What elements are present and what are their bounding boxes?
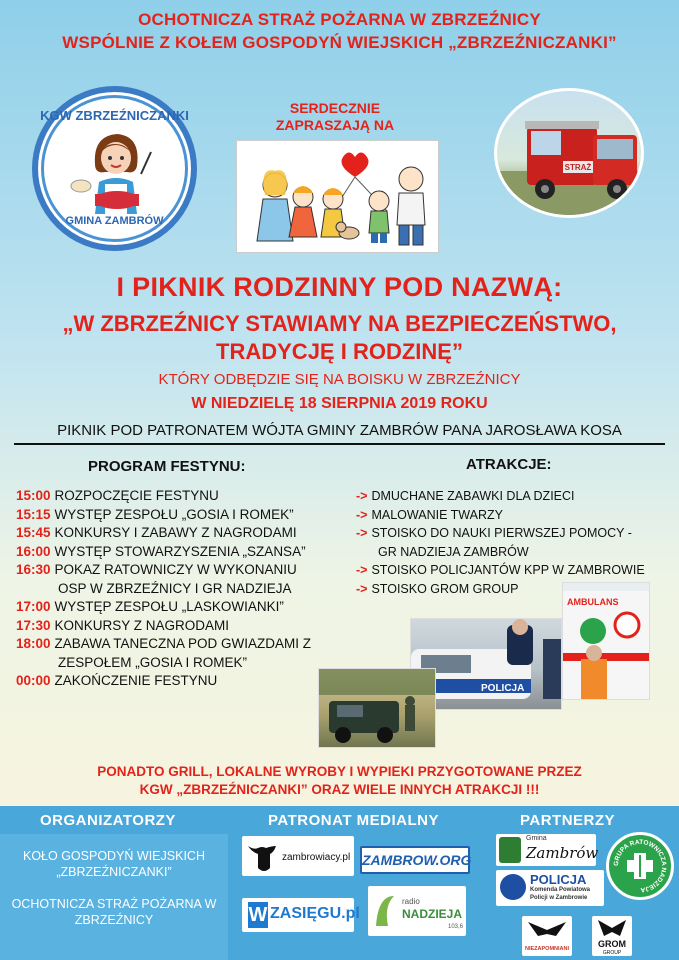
event-motto <box>0 310 679 366</box>
event-motto-line-2: TRADYCJĘ I RODZINĘ” <box>216 339 463 364</box>
rescue-cross-icon <box>609 835 671 897</box>
radio-nadzieja-logo <box>368 886 466 936</box>
grom-photo <box>318 668 436 748</box>
program-time: 15:00 <box>16 488 51 503</box>
program-item <box>16 487 336 506</box>
extra-info-line-2: KGW „ZBRZEŹNICZANKI” ORAZ WIELE INNYCH ATRAKCJI !!! <box>139 782 540 797</box>
gmina-crest-icon <box>499 837 521 863</box>
attraction-text: STOISKO GROM GROUP <box>371 581 519 596</box>
program-item <box>16 506 336 525</box>
program-time: 15:45 <box>16 525 51 540</box>
media-heading: PATRONAT MEDIALNY <box>268 812 439 829</box>
program-item <box>16 543 336 562</box>
bull-head-icon <box>242 836 354 876</box>
invite-line-1: SERDECZNIE <box>289 100 381 116</box>
heading-line-2: WSPÓLNIE Z KOŁEM GOSPODYŃ WIEJSKICH „ZBRZEŹNICZANKI” <box>62 33 617 52</box>
family-drawing <box>237 141 440 254</box>
grom-eagle-icon <box>592 916 632 956</box>
program-text: ROZPOCZĘCIE FESTYNU <box>54 488 219 503</box>
gmina-name-text: Zambrów <box>526 844 599 862</box>
program-time: 17:00 <box>16 599 51 614</box>
organizer-kgw-line-1: KOŁO GOSPODYŃ WIEJSKICH <box>23 849 205 863</box>
ambulance-photo <box>562 582 650 700</box>
program-text-continued: OSP W ZBRZEŹNICY I GR NADZIEJA <box>58 580 292 596</box>
event-title: I PIKNIK RODZINNY POD NAZWĄ: <box>116 272 563 302</box>
radio-name-text: NADZIEJA <box>402 907 463 921</box>
radio-small-text: radio <box>402 897 420 906</box>
program-item <box>16 561 336 580</box>
partners-heading: PARTNERZY <box>520 812 616 829</box>
sponsors-footer <box>0 806 679 960</box>
cook-woman-illustration <box>65 124 165 214</box>
organizer-heading <box>0 8 679 54</box>
organizer-osp-line-1: OCHOTNICZA STRAŻ POŻARNA W <box>11 897 217 911</box>
attraction-text: MALOWANIE TWARZY <box>371 507 503 522</box>
radio-wave-icon <box>368 886 466 936</box>
fire-truck-drawing <box>497 91 644 218</box>
program-item <box>16 635 336 654</box>
zambrow-org-text: ZAMBROW.ORG <box>362 852 472 868</box>
police-star-icon <box>500 874 526 900</box>
program-heading: PROGRAM FESTYNU: <box>88 458 246 475</box>
wzasiegu-logo <box>242 898 360 932</box>
event-location: KTÓRY ODBĘDZIE SIĘ NA BOISKU W ZBRZEŹNICY <box>158 371 521 388</box>
policja-logo <box>496 870 604 906</box>
program-item <box>16 524 336 543</box>
radio-frequency-text: 103,6 <box>448 924 464 930</box>
program-text: WYSTĘP ZESPOŁU „GOSIA I ROMEK” <box>54 506 294 522</box>
attraction-item <box>356 487 666 506</box>
organizers-box <box>0 834 228 960</box>
organizers-heading: ORGANIZATORZY <box>40 812 176 829</box>
extra-info-line-1: PONADTO GRILL, LOKALNE WYROBY I WYPIEKI PRZYGOTOWANE PRZEZ <box>97 764 582 779</box>
program-text: POKAZ RATOWNICZY W WYKONANIU <box>54 562 297 577</box>
program-time: 17:30 <box>16 617 51 633</box>
grom-sub-text: GROUP <box>602 950 622 956</box>
invite-text <box>260 100 410 134</box>
attraction-text-continued: GR NADZIEJA ZAMBRÓW <box>378 544 529 559</box>
truck-label: STRAŻ <box>564 163 592 172</box>
program-time: 16:30 <box>16 562 51 577</box>
grom-text: GROM <box>598 939 626 949</box>
wzasiegu-w: W <box>248 904 268 926</box>
program-time: 18:00 <box>16 636 51 651</box>
attraction-item <box>356 524 666 543</box>
extra-info <box>0 763 679 799</box>
wzasiegu-text: ZASIĘGU.pl <box>270 905 360 922</box>
kgw-logo-bottom-text: GMINA ZAMBRÓW <box>65 215 164 227</box>
event-date: W NIEDZIELĘ 18 SIERPNIA 2019 ROKU <box>191 395 488 412</box>
police-car-label: POLICJA <box>481 683 525 694</box>
program-item <box>16 598 336 617</box>
program-text: WYSTĘP STOWARZYSZENIA „SZANSA” <box>54 543 306 559</box>
program-text: KONKURSY I ZABAWY Z NAGRODAMI <box>54 525 297 540</box>
attractions-heading: ATRAKCJE: <box>466 456 552 473</box>
zambrowiacy-logo <box>242 836 354 876</box>
patronage-line: PIKNIK POD PATRONATEM WÓJTA GMINY ZAMBRÓW PANA JAROSŁAWA KOSA <box>14 422 665 445</box>
zambrowiacy-text: zambrowiacy.pl <box>282 852 351 863</box>
policja-text: POLICJA <box>530 872 587 887</box>
program-list <box>16 487 336 691</box>
policja-sub-1: Komenda Powiatowa <box>530 887 591 893</box>
program-text: WYSTĘP ZESPOŁU „LASKOWIANKI” <box>54 599 284 614</box>
attraction-text: STOISKO POLICJANTÓW KPP W ZAMBROWIE <box>371 563 645 577</box>
fire-truck-photo <box>494 88 644 218</box>
grupa-ratownicza-logo <box>606 832 674 900</box>
ambulance-label: AMBULANS <box>567 597 619 607</box>
gmina-small-text: Gmina <box>526 835 547 842</box>
program-item <box>16 672 336 691</box>
organizer-kgw-line-2: „ZBRZEŹNICZANKI” <box>56 865 172 879</box>
program-item <box>16 617 336 636</box>
invite-line-2: ZAPRASZAJĄ NA <box>275 117 395 133</box>
ambulance-drawing <box>563 583 650 700</box>
arrow-icon: -> <box>356 489 368 503</box>
grom-group-logo <box>592 916 632 956</box>
program-time: 00:00 <box>16 673 51 688</box>
program-time: 16:00 <box>16 543 51 559</box>
eagle-icon <box>522 916 572 956</box>
attraction-text: STOISKO DO NAUKI PIERWSZEJ POMOCY - <box>371 526 632 540</box>
kgw-logo <box>32 86 197 251</box>
heading-line-1: OCHOTNICZA STRAŻ POŻARNA W ZBRZEŹNICY <box>138 10 541 29</box>
family-illustration <box>236 140 439 253</box>
program-text: ZABAWA TANECZNA POD GWIAZDAMI Z <box>54 636 312 651</box>
arrow-icon: -> <box>356 507 368 522</box>
arrow-icon: -> <box>356 581 368 596</box>
military-vehicle-drawing <box>319 669 436 748</box>
program-text: KONKURSY Z NAGRODAMI <box>54 617 230 633</box>
arrow-icon: -> <box>356 563 368 577</box>
gmina-zambrow-logo <box>496 834 599 866</box>
kgw-logo-top-text: KGW ZBRZEŹNICZANKI <box>40 108 189 123</box>
program-text-continued: ZESPOŁEM „GOSIA I ROMEK” <box>58 654 248 670</box>
policja-sub-2: Policji w Zambrowie <box>530 895 588 901</box>
program-text: ZAKOŃCZENIE FESTYNU <box>54 673 218 688</box>
niezapomniani-logo <box>522 916 572 956</box>
niezapomniani-text: NIEZAPOMNIANI <box>525 946 569 952</box>
organizer-osp-line-2: ZBRZEŹNICY <box>74 913 154 927</box>
arrow-icon: -> <box>356 526 368 540</box>
event-motto-line-1: „W ZBRZEŹNICY STAWIAMY NA BEZPIECZEŃSTWO, <box>62 311 617 336</box>
attraction-item <box>356 561 666 580</box>
attraction-text: DMUCHANE ZABAWKI DLA DZIECI <box>371 489 575 503</box>
attraction-item <box>356 506 666 525</box>
heart-icon <box>342 153 369 178</box>
program-time: 15:15 <box>16 506 51 522</box>
zambrow-org-logo <box>360 846 470 874</box>
ratownicza-ring-text: GRUPA RATOWNICZA NADZIEJA <box>612 838 668 894</box>
